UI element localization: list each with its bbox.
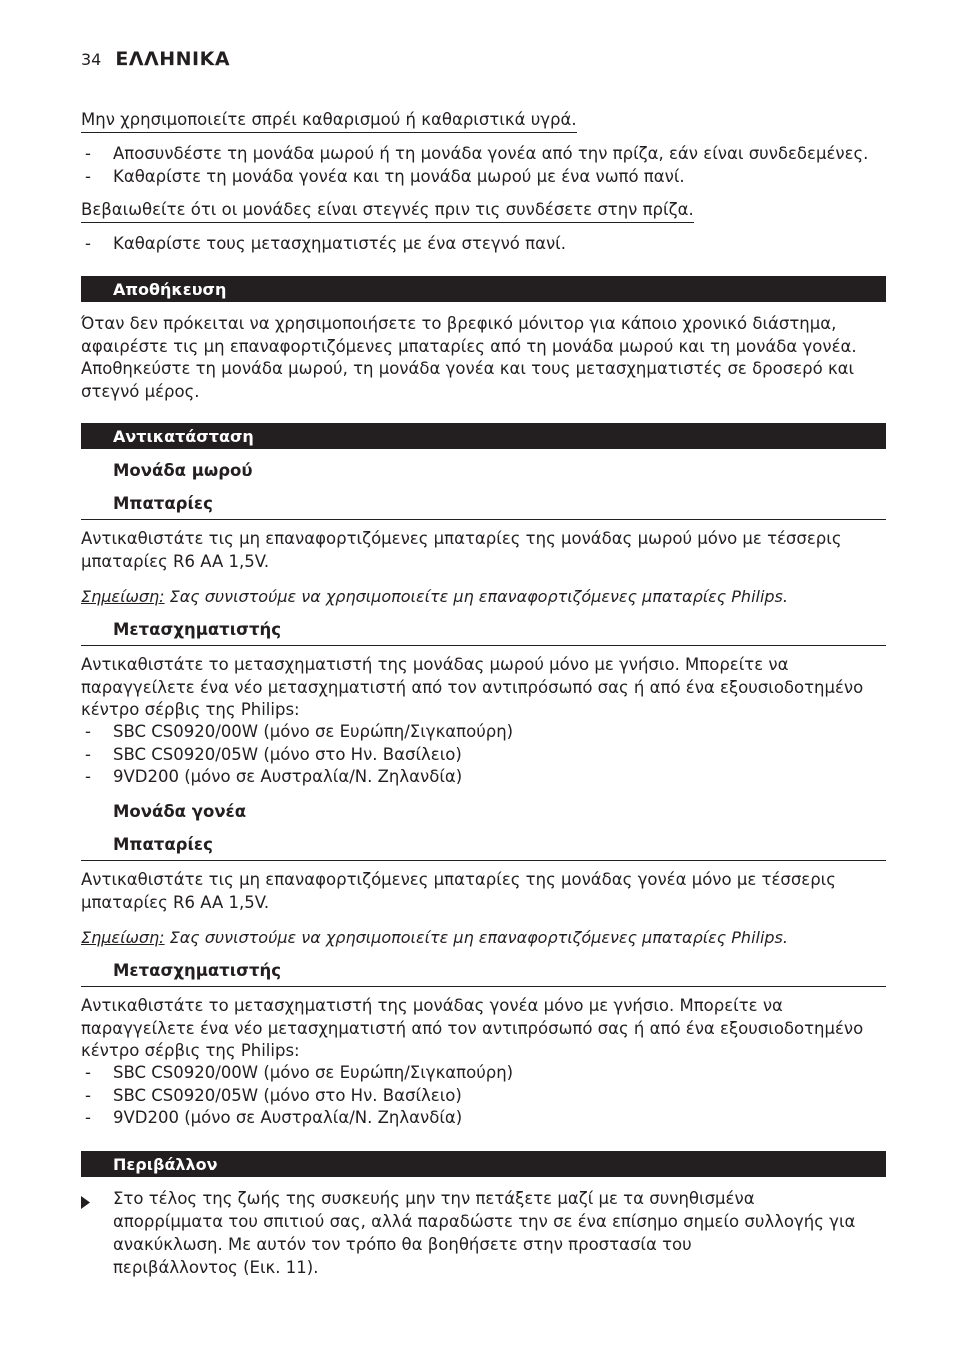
cleaning-warning-2: Βεβαιωθείτε ότι οι μονάδες είναι στεγνές πριν τις συνδέσετε στην πρίζα. [81,199,694,223]
parent-unit-heading: Μονάδα γονέα [113,802,247,821]
parent-adapter-paragraph: Αντικαθιστάτε το μετασχηματιστή της μονάδας γονέα μόνο με γνήσιο. Μπορείτε να παραγγείλετε ένα νέο μετασχηματιστή από τον αντιπρόσωπό σας ή από ένα εξουσιοδοτημένο κέντρο σέρβις της Philips: [81,996,864,1060]
cleaning-warning-1: Μην χρησιμοποιείτε σπρέι καθαρισμού ή καθαριστικά υγρά. [81,109,577,133]
section-bar-environment [81,1151,886,1177]
language-heading: ΕΛΛΗΝΙΚΑ [115,48,231,70]
parent-batteries-paragraph: Αντικαθιστάτε τις μη επαναφορτιζόμενες μπαταρίες της μονάδας γονέα μόνο με τέσσερις μπαταρίες R6 AA 1,5V. [81,870,836,912]
storage-paragraph: Όταν δεν πρόκειται να χρησιμοποιήσετε το βρεφικό μόνιτορ για κάποιο χρονικό διάστημα, αφαιρέστε τις μη επαναφορτιζόμενες μπαταρίες από τη μονάδα μωρού και τη μονάδα γονέα. Αποθηκεύστε τη μονάδα μωρού, τη μονάδα γονέα και τους μετασχηματιστές σε δροσερό και στεγνό μέρος. [81,314,857,401]
page-header [81,48,230,70]
triangle-bullet-icon [81,1192,90,1215]
page-number: 34 [81,50,102,69]
cleaning-steps-2 [81,233,886,256]
list-item: - 9VD200 (μόνο σε Αυστραλία/Ν. Ζηλανδία) [85,1108,463,1127]
baby-adapter-models [81,721,886,789]
list-item: - SBC CS0920/00W (μόνο σε Ευρώπη/Σιγκαπούρη) [85,722,514,741]
list-item: - Αποσυνδέστε τη μονάδα μωρού ή τη μονάδα γονέα από την πρίζα, εάν είναι συνδεδεμένες. [85,144,869,163]
baby-unit-heading: Μονάδα μωρού [113,461,253,480]
baby-batteries-paragraph: Αντικαθιστάτε τις μη επαναφορτιζόμενες μπαταρίες της μονάδας μωρού μόνο με τέσσερις μπαταρίες R6 AA 1,5V. [81,529,842,571]
baby-adapter-paragraph: Αντικαθιστάτε το μετασχηματιστή της μονάδας μωρού μόνο με γνήσιο. Μπορείτε να παραγγείλετε ένα νέο μετασχηματιστή από τον αντιπρόσωπό σας ή από ένα εξουσιοδοτημένο κέντρο σέρβις της Philips: [81,655,864,719]
parent-batteries-heading: Μπαταρίες [81,834,886,861]
section-bar-replacement [81,423,886,449]
section-title: Αποθήκευση [113,280,227,299]
baby-batteries-heading: Μπαταρίες [81,493,886,520]
section-bar-storage [81,276,886,302]
section-title: Αντικατάσταση [113,427,254,446]
section-title: Περιβάλλον [113,1155,218,1174]
list-item: - 9VD200 (μόνο σε Αυστραλία/Ν. Ζηλανδία) [85,767,463,786]
baby-adapter-heading: Μετασχηματιστής [81,619,886,646]
environment-paragraph: Στο τέλος της ζωής της συσκευής μην την πετάξετε μαζί με τα συνηθισμένα απορρίμματα του σπιτιού σας, αλλά παραδώστε την σε ένα επίσημο σημείο συλλογής για ανακύκλωση. Με αυτόν τον τρόπο θα βοηθήσετε στην προστασία του περιβάλλοντος (Εικ. 11). [81,1187,886,1279]
parent-adapter-heading: Μετασχηματιστής [81,960,886,987]
list-item: - SBC CS0920/05W (μόνο στο Ην. Βασίλειο) [85,744,462,764]
list-item: - Καθαρίστε τους μετασχηματιστές με ένα στεγνό πανί. [85,234,566,253]
baby-battery-note: Σημείωση: Σας συνιστούμε να χρησιμοποιείτε μη επαναφορτιζόμενες μπαταρίες Philips. [81,587,788,606]
parent-battery-note: Σημείωση: Σας συνιστούμε να χρησιμοποιείτε μη επαναφορτιζόμενες μπαταρίες Philips. [81,928,788,947]
parent-adapter-models [81,1062,886,1130]
cleaning-steps-1 [81,143,886,188]
list-item: - SBC CS0920/05W (μόνο στο Ην. Βασίλειο) [85,1085,462,1105]
list-item: - SBC CS0920/00W (μόνο σε Ευρώπη/Σιγκαπούρη) [85,1063,514,1082]
list-item: - Καθαρίστε τη μονάδα γονέα και τη μονάδα μωρού με ένα νωπό πανί. [85,166,685,186]
